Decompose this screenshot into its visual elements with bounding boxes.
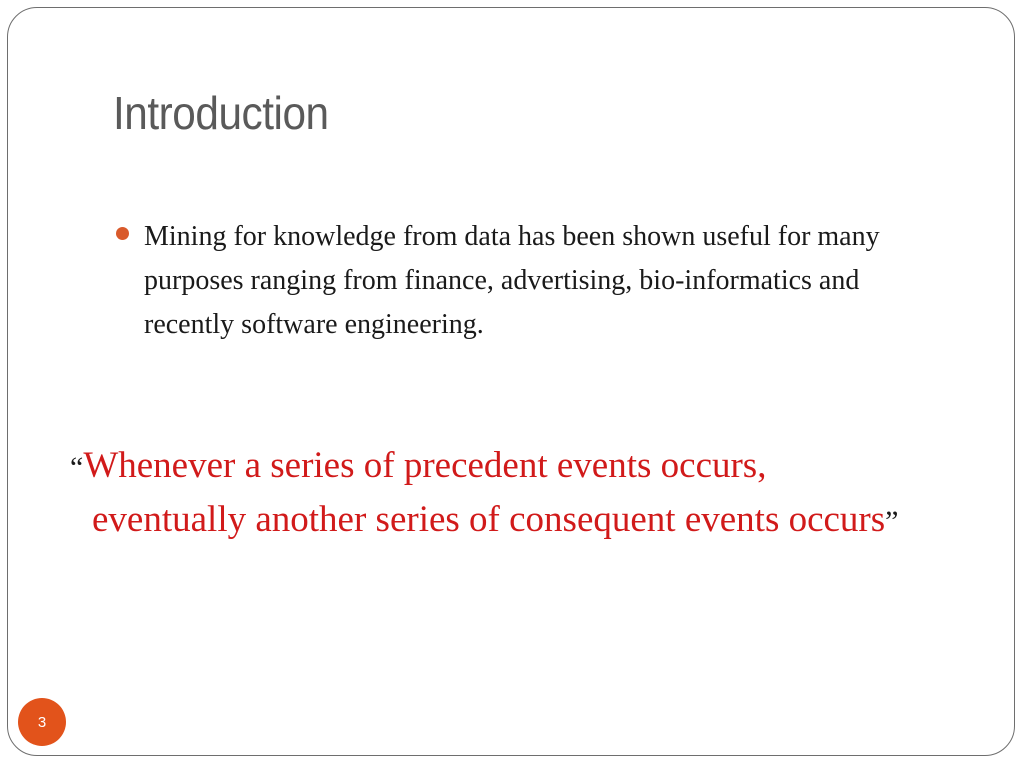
quote-line-2 [70,494,1000,548]
bullet-text: Mining for knowledge from data has been shown useful for many purposes ranging from finance, advertising, bio-informatics and recently software engineering. [144,221,880,340]
page-number-badge: 3 [18,698,66,746]
slide-title: Introduction [113,87,329,139]
bullet-item [112,215,942,347]
quote-close-mark: ” [885,505,899,538]
quote-line-1 [70,440,1000,494]
bullet-dot-icon [116,227,129,240]
quote-line-2-text: eventually another series of consequent events occurs [92,499,886,540]
quote-line-1-text: Whenever a series of precedent events occurs, [83,445,767,486]
quote-open-mark: “ [70,451,84,484]
highlight-quote [70,440,1000,548]
bullet-list [112,215,942,347]
